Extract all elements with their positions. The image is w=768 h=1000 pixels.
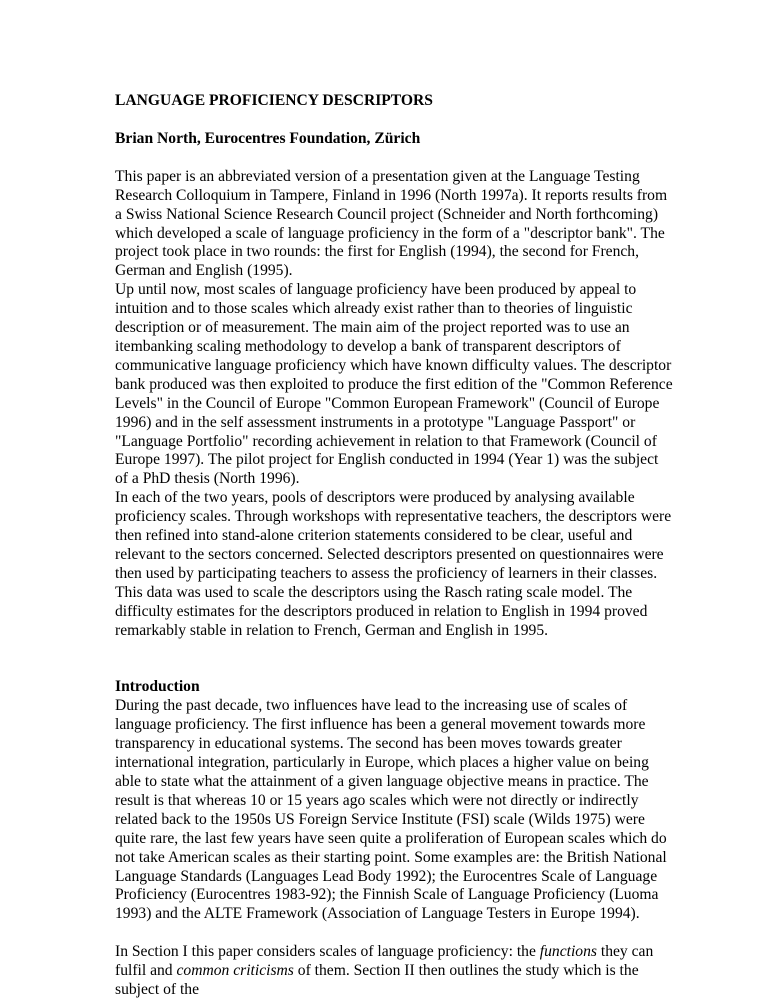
section-overview-text: In Section I this paper considers scales of language proficiency: the	[115, 943, 540, 961]
functions-emphasis: functions	[539, 943, 597, 961]
section-overview-text: of them. Section II then outlines the study which is the subject of the	[115, 962, 639, 999]
document-title: LANGUAGE PROFICIENCY DESCRIPTORS	[115, 92, 433, 109]
author-line: Brian North, Eurocentres Foundation, Zürich	[115, 129, 421, 147]
document-page	[115, 92, 675, 1000]
abstract-paragraph: Up until now, most scales of language proficiency have been produced by appeal to intuition and to those scales which already exist rather than to theories of linguistic description or of measurement. The main aim of the project reported was to use an itembanking scaling methodology to develop a bank of transparent descriptors of communicative language proficiency which have known difficulty values. The descriptor bank produced was then exploited to produce the first edition of the "Common Reference Levels" in the Council of Europe "Common European Framework" (Council of Europe 1996) and in the self assessment instruments in a prototype "Language Passport" or "Language Portfolio" recording achievement in relation to that Framework (Council of Europe 1997). The pilot project for English conducted in 1994 (Year 1) was the subject of a PhD thesis (North 1996).	[115, 281, 673, 488]
section-overview-paragraph	[115, 943, 675, 1000]
abstract-paragraph: In each of the two years, pools of descriptors were produced by analysing available proficiency scales. Through workshops with representative teachers, the descriptors were then refined into stand-alone criterion statements considered to be clear, useful and relevant to the sectors concerned. Selected descriptors presented on questionnaires were then used by participating teachers to assess the proficiency of learners in their classes. This data was used to scale the descriptors using the Rasch rating scale model. The difficulty estimates for the descriptors produced in relation to English in 1994 proved remarkably stable in relation to French, German and English in 1995.	[115, 489, 672, 639]
introduction-paragraph: During the past decade, two influences have lead to the increasing use of scales of language proficiency. The first influence has been a general movement towards more transparency in educational systems. The second has been moves towards greater international integration, particularly in Europe, which places a higher value on being able to state what the attainment of a given language objective means in practice. The result is that whereas 10 or 15 years ago scales which were not directly or indirectly related back to the 1950s US Foreign Service Institute (FSI) scale (Wilds 1975) were quite rare, the last few years have seen quite a proliferation of European scales which do not take American scales as their starting point. Some examples are: the British National Language Standards (Languages Lead Body 1992); the Eurocentres Scale of Language Proficiency (Eurocentres 1983-92); the Finnish Scale of Language Proficiency (Luoma 1993) and the ALTE Framework (Association of Language Testers in Europe 1994).	[115, 697, 667, 923]
section-heading-introduction: Introduction	[115, 678, 200, 696]
section-overview-text: they can fulfil and	[115, 943, 654, 980]
spacer	[115, 924, 675, 943]
abstract-paragraph: This paper is an abbreviated version of a presentation given at the Language Testing Research Colloquium in Tampere, Finland in 1996 (North 1997a). It reports results from a Swiss National Science Research Council project (Schneider and North forthcoming) which developed a scale of language proficiency in the form of a "descriptor bank". The project took place in two rounds: the first for English (1994), the second for French, German and English (1995).	[115, 167, 668, 280]
criticisms-emphasis: common criticisms	[176, 962, 294, 980]
spacer	[115, 640, 675, 678]
